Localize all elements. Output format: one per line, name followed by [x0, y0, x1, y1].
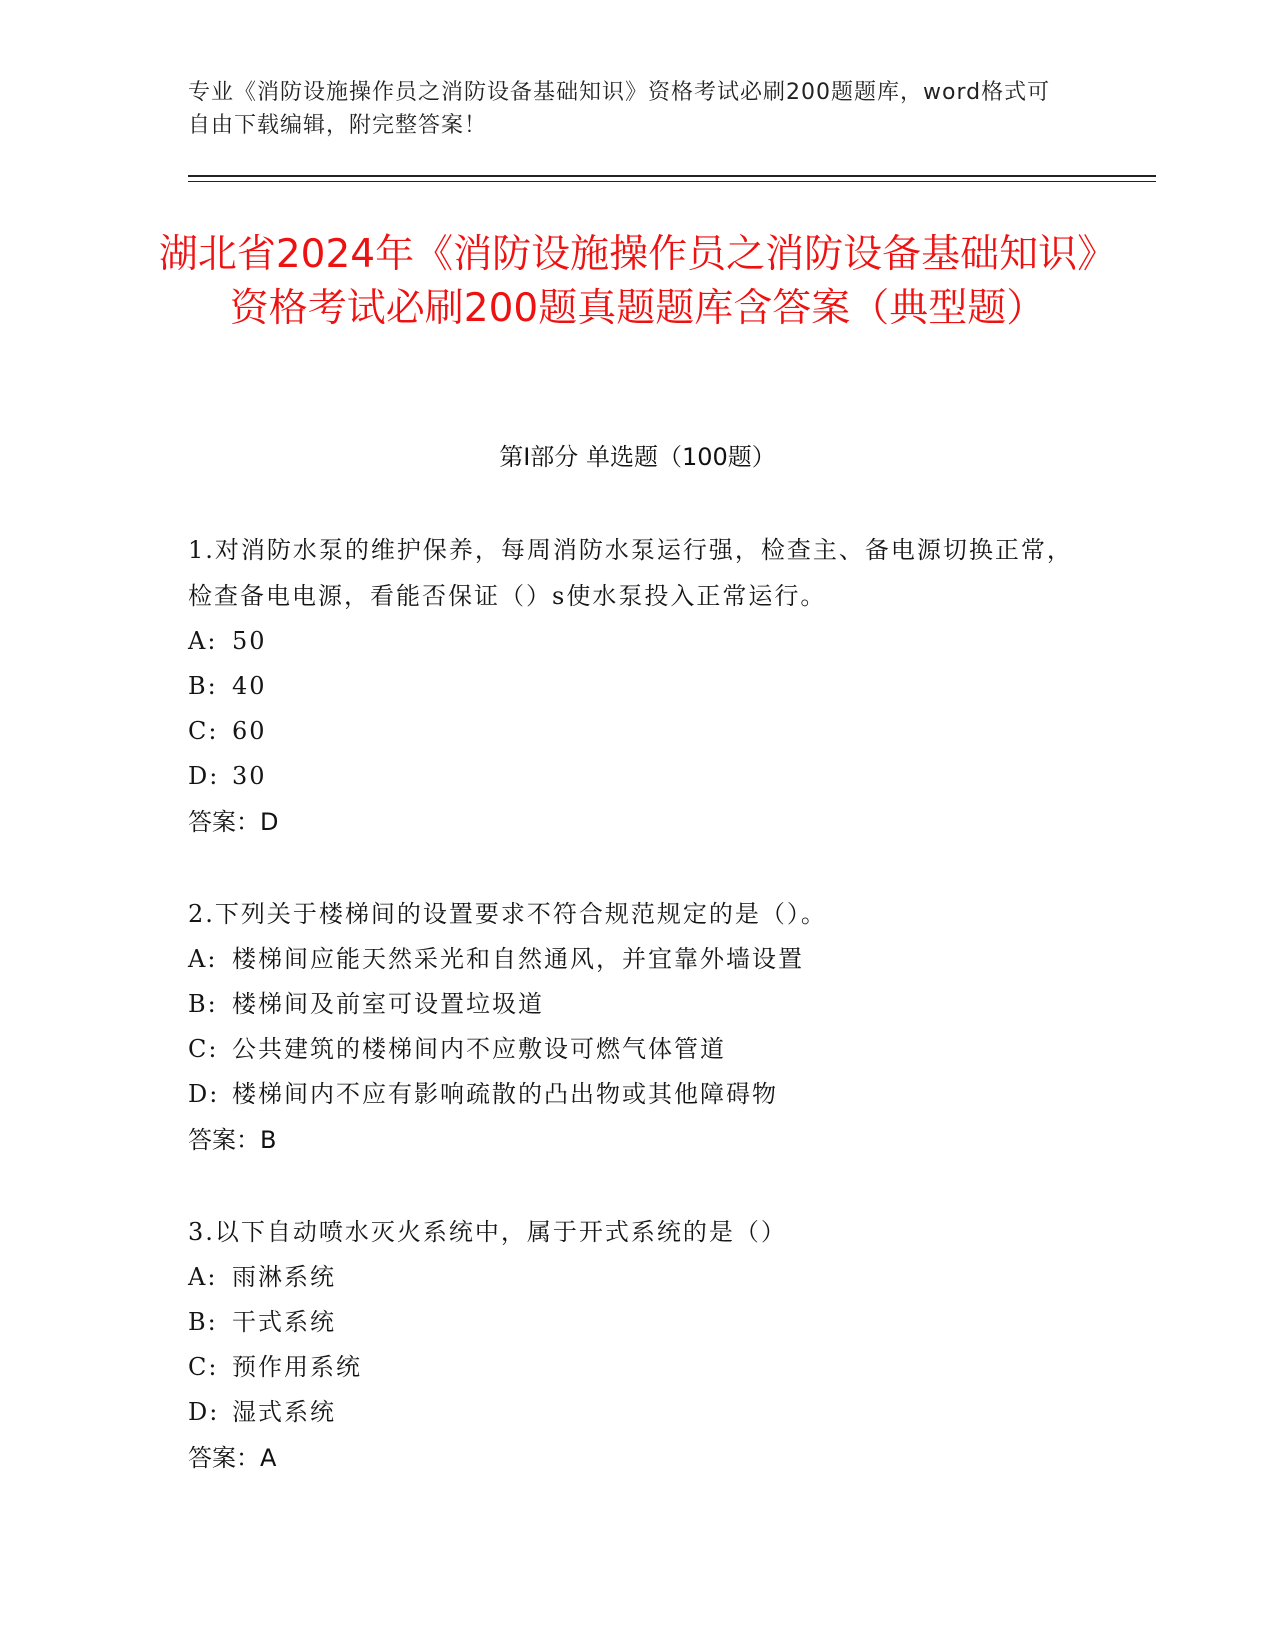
answer: 答案：D	[188, 808, 279, 836]
option-d	[188, 754, 1088, 799]
option-text: 预作用系统	[232, 1353, 362, 1381]
header-rule-thin	[188, 181, 1156, 182]
option-b	[188, 664, 1088, 709]
option-letter: A:	[188, 945, 218, 973]
option-text: 30	[232, 762, 267, 790]
option-text: 楼梯间内不应有影响疏散的凸出物或其他障碍物	[232, 1080, 778, 1108]
header-rule-thick	[188, 175, 1156, 177]
question-item	[188, 891, 1088, 1163]
option-b	[188, 1300, 1088, 1345]
option-text: 干式系统	[232, 1308, 336, 1336]
question-item	[188, 527, 1088, 845]
question-stem: 3.以下自动喷水灭火系统中，属于开式系统的是（）	[188, 1218, 787, 1246]
option-text: 湿式系统	[232, 1398, 336, 1426]
option-text: 公共建筑的楼梯间内不应敷设可燃气体管道	[232, 1035, 726, 1063]
option-text: 楼梯间及前室可设置垃圾道	[232, 990, 544, 1018]
option-letter: D:	[188, 1080, 220, 1108]
option-text: 50	[232, 627, 267, 655]
header-note: 专业《消防设施操作员之消防设备基础知识》资格考试必刷200题题库，word格式可自由下载编辑，附完整答案！	[188, 80, 1051, 138]
answer: 答案：A	[188, 1444, 277, 1472]
option-letter: C:	[188, 1035, 219, 1063]
question-list	[188, 527, 1088, 1481]
question-stem: 2.下列关于楼梯间的设置要求不符合规范规定的是（）。	[188, 900, 827, 928]
option-letter: A:	[188, 627, 218, 655]
option-letter: B:	[188, 1308, 218, 1336]
section-title: 第I部分 单选题（100题）	[499, 443, 776, 471]
option-c	[188, 709, 1088, 754]
option-letter: C:	[188, 717, 219, 745]
option-d	[188, 1072, 1088, 1117]
question-item	[188, 1209, 1088, 1481]
option-c	[188, 1027, 1088, 1072]
option-letter: D:	[188, 1398, 220, 1426]
option-text: 40	[232, 672, 267, 700]
answer: 答案：B	[188, 1126, 277, 1154]
option-a	[188, 937, 1088, 982]
document-title: 湖北省2024年《消防设施操作员之消防设备基础知识》资格考试必刷200题真题题库含答案（典型题）	[158, 232, 1117, 331]
option-text: 60	[232, 717, 267, 745]
question-stem: 1.对消防水泵的维护保养，每周消防水泵运行强，检查主、备电源切换正常，检查备电电源，看能否保证（）s使水泵投入正常运行。	[188, 536, 1073, 610]
option-b	[188, 982, 1088, 1027]
option-d	[188, 1390, 1088, 1435]
option-letter: B:	[188, 672, 218, 700]
option-letter: A:	[188, 1263, 218, 1291]
option-a	[188, 1255, 1088, 1300]
option-letter: C:	[188, 1353, 219, 1381]
option-letter: B:	[188, 990, 218, 1018]
option-a	[188, 619, 1088, 664]
option-c	[188, 1345, 1088, 1390]
option-text: 楼梯间应能天然采光和自然通风，并宜靠外墙设置	[232, 945, 804, 973]
option-text: 雨淋系统	[232, 1263, 336, 1291]
option-letter: D:	[188, 762, 220, 790]
